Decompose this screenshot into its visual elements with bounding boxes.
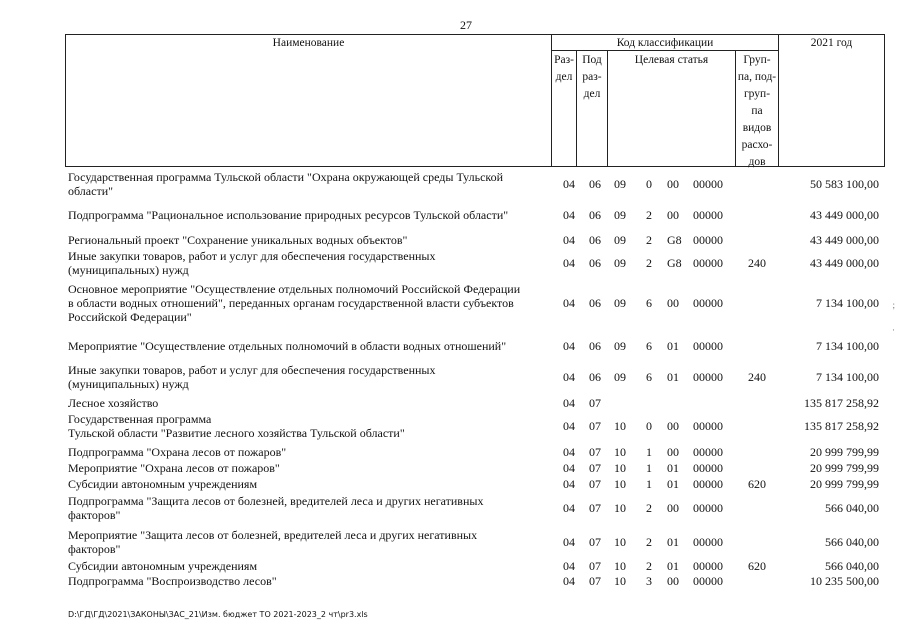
row-code-pr: 07 xyxy=(589,477,601,491)
header-name: Наименование xyxy=(272,37,345,49)
row-code-vr: 620 xyxy=(748,477,766,491)
row-code-pr: 07 xyxy=(589,535,601,549)
row-code-d: 00000 xyxy=(693,559,723,573)
row-name-line: Мероприятие "Защита лесов от болезней, вредителей леса и других негативных xyxy=(68,528,478,542)
row-name-line: факторов" xyxy=(68,508,121,522)
row-code-pr: 07 xyxy=(589,574,601,588)
row-code-rz: 04 xyxy=(563,535,575,549)
row-code-a: 10 xyxy=(614,535,626,549)
row-code-rz: 04 xyxy=(563,177,575,191)
row-code-pr: 06 xyxy=(589,208,601,222)
row-code-vr: 620 xyxy=(748,559,766,573)
row-amount: 566 040,00 xyxy=(825,559,879,573)
row-code-rz: 04 xyxy=(563,445,575,459)
row-code-c: 00 xyxy=(667,419,679,433)
row-code-d: 00000 xyxy=(693,535,723,549)
row-code-pr: 07 xyxy=(589,396,601,410)
row-code-rz: 04 xyxy=(563,339,575,353)
row-code-b: 6 xyxy=(646,370,652,384)
row-code-a: 09 xyxy=(614,177,626,191)
row-code-b: 1 xyxy=(646,477,652,491)
header-celevaya: Целевая статья xyxy=(634,54,709,66)
row-code-b: 2 xyxy=(646,208,652,222)
row-code-a: 09 xyxy=(614,370,626,384)
row-code-rz: 04 xyxy=(563,559,575,573)
row-name xyxy=(68,170,546,198)
row-code-c: 01 xyxy=(667,461,679,475)
row-name xyxy=(68,494,546,522)
row-code-d: 00000 xyxy=(693,445,723,459)
row-name xyxy=(68,574,546,588)
row-code-c: 00 xyxy=(667,296,679,310)
row-amount: 50 583 100,00 xyxy=(810,177,879,191)
row-code-pr: 06 xyxy=(589,339,601,353)
header-col-line xyxy=(778,34,779,167)
row-name-line: Мероприятие "Охрана лесов от пожаров" xyxy=(68,461,280,475)
row-code-rz: 04 xyxy=(563,233,575,247)
row-name-line: Иные закупки товаров, работ и услуг для обеспечения государственных xyxy=(68,363,436,377)
row-amount: 10 235 500,00 xyxy=(810,574,879,588)
row-amount: 43 449 000,00 xyxy=(810,208,879,222)
row-code-b: 2 xyxy=(646,256,652,270)
row-name-line: факторов" xyxy=(68,542,121,556)
row-code-pr: 07 xyxy=(589,461,601,475)
row-name-line: (муниципальных) нужд xyxy=(68,263,189,277)
row-name xyxy=(68,339,546,353)
row-code-b: 6 xyxy=(646,339,652,353)
row-code-pr: 07 xyxy=(589,501,601,515)
row-code-d: 00000 xyxy=(693,461,723,475)
row-name xyxy=(68,528,546,556)
row-code-b: 6 xyxy=(646,296,652,310)
row-code-b: 1 xyxy=(646,461,652,475)
row-code-a: 10 xyxy=(614,501,626,515)
row-code-c: 01 xyxy=(667,559,679,573)
row-code-d: 00000 xyxy=(693,419,723,433)
row-amount: 43 449 000,00 xyxy=(810,256,879,270)
header-podrazdel: Под раз- дел xyxy=(582,54,602,100)
row-amount: 20 999 799,99 xyxy=(810,445,879,459)
row-name xyxy=(68,282,546,324)
row-code-rz: 04 xyxy=(563,461,575,475)
row-code-c: G8 xyxy=(667,256,682,270)
row-name xyxy=(68,363,546,391)
margin-mark: ; xyxy=(892,300,895,310)
row-code-b: 1 xyxy=(646,445,652,459)
row-name xyxy=(68,412,546,440)
row-name-line: Государственная программа Тульской области "Охрана окружающей среды Тульской xyxy=(68,170,504,184)
row-code-a: 10 xyxy=(614,559,626,573)
row-code-b: 2 xyxy=(646,559,652,573)
row-code-d: 00000 xyxy=(693,370,723,384)
row-code-pr: 07 xyxy=(589,419,601,433)
row-code-d: 00000 xyxy=(693,501,723,515)
row-amount: 7 134 100,00 xyxy=(816,339,879,353)
row-code-d: 00000 xyxy=(693,339,723,353)
row-name-line: Тульской области "Развитие лесного хозяйства Тульской области" xyxy=(68,426,405,440)
row-code-d: 00000 xyxy=(693,177,723,191)
header-code: Код классификации xyxy=(616,37,714,49)
row-name-line: Подпрограмма "Рациональное использование природных ресурсов Тульской области" xyxy=(68,208,509,222)
row-code-c: 00 xyxy=(667,208,679,222)
row-code-pr: 06 xyxy=(589,177,601,191)
row-code-pr: 06 xyxy=(589,233,601,247)
row-name xyxy=(68,396,546,410)
row-code-c: G8 xyxy=(667,233,682,247)
row-code-rz: 04 xyxy=(563,296,575,310)
row-name-line: Иные закупки товаров, работ и услуг для обеспечения государственных xyxy=(68,249,436,263)
row-amount: 20 999 799,99 xyxy=(810,461,879,475)
row-code-pr: 06 xyxy=(589,256,601,270)
page-number: 27 xyxy=(460,18,472,32)
row-name-line: Лесное хозяйство xyxy=(68,396,159,410)
row-name-line: Государственная программа xyxy=(68,412,212,426)
row-code-b: 0 xyxy=(646,419,652,433)
row-code-b: 2 xyxy=(646,501,652,515)
row-code-rz: 04 xyxy=(563,396,575,410)
row-code-d: 00000 xyxy=(693,256,723,270)
row-amount: 43 449 000,00 xyxy=(810,233,879,247)
row-code-a: 10 xyxy=(614,419,626,433)
row-code-d: 00000 xyxy=(693,208,723,222)
row-name xyxy=(68,477,546,491)
row-code-c: 00 xyxy=(667,445,679,459)
row-code-c: 01 xyxy=(667,370,679,384)
row-code-rz: 04 xyxy=(563,370,575,384)
row-code-c: 00 xyxy=(667,501,679,515)
row-code-d: 00000 xyxy=(693,233,723,247)
row-code-d: 00000 xyxy=(693,574,723,588)
row-code-rz: 04 xyxy=(563,256,575,270)
row-code-rz: 04 xyxy=(563,574,575,588)
row-code-a: 09 xyxy=(614,233,626,247)
row-code-b: 2 xyxy=(646,233,652,247)
row-code-c: 01 xyxy=(667,339,679,353)
row-code-a: 10 xyxy=(614,445,626,459)
row-amount: 566 040,00 xyxy=(825,535,879,549)
row-code-a: 09 xyxy=(614,256,626,270)
row-name-line: Субсидии автономным учреждениям xyxy=(68,559,258,573)
row-code-a: 09 xyxy=(614,296,626,310)
row-amount: 7 134 100,00 xyxy=(816,296,879,310)
header-razdel: Раз- дел xyxy=(554,54,574,83)
row-code-pr: 07 xyxy=(589,559,601,573)
row-name xyxy=(68,208,546,222)
row-code-rz: 04 xyxy=(563,419,575,433)
row-code-c: 00 xyxy=(667,574,679,588)
row-code-a: 09 xyxy=(614,208,626,222)
row-name-line: Подпрограмма "Воспроизводство лесов" xyxy=(68,574,277,588)
row-code-pr: 06 xyxy=(589,296,601,310)
header-year: 2021 год xyxy=(810,37,853,49)
row-amount: 7 134 100,00 xyxy=(816,370,879,384)
row-code-a: 10 xyxy=(614,461,626,475)
file-path-footer: D:\ГД\ГД\2021\ЗАКОНЫ\ЗАС_21\Изм. бюджет ТО 2021-2023_2 чт\pr3.xls xyxy=(68,610,368,619)
header-gruppa: Груп- па, под- груп- па видов расхо- дов xyxy=(737,54,777,168)
row-amount: 135 817 258,92 xyxy=(804,396,879,410)
row-name xyxy=(68,233,546,247)
row-name xyxy=(68,445,546,459)
row-code-b: 0 xyxy=(646,177,652,191)
row-name-line: (муниципальных) нужд xyxy=(68,377,189,391)
row-name-line: области" xyxy=(68,184,114,198)
row-name-line: Подпрограмма "Защита лесов от болезней, вредителей леса и других негативных xyxy=(68,494,484,508)
row-name-line: Региональный проект "Сохранение уникальных водных объектов" xyxy=(68,233,408,247)
row-code-b: 3 xyxy=(646,574,652,588)
row-name xyxy=(68,461,546,475)
row-code-c: 00 xyxy=(667,177,679,191)
row-code-pr: 07 xyxy=(589,445,601,459)
row-code-c: 01 xyxy=(667,535,679,549)
row-code-pr: 06 xyxy=(589,370,601,384)
row-code-b: 2 xyxy=(646,535,652,549)
row-code-rz: 04 xyxy=(563,501,575,515)
row-name-line: в области водных отношений", переданных органам государственной власти субъектов xyxy=(68,296,514,310)
row-name-line: Субсидии автономным учреждениям xyxy=(68,477,258,491)
row-code-d: 00000 xyxy=(693,477,723,491)
row-amount: 20 999 799,99 xyxy=(810,477,879,491)
row-name-line: Мероприятие "Осуществление отдельных полномочий в области водных отношений" xyxy=(68,339,507,353)
row-amount: 135 817 258,92 xyxy=(804,419,879,433)
row-amount: 566 040,00 xyxy=(825,501,879,515)
margin-mark: · xyxy=(892,325,895,335)
row-name-line: Основное мероприятие "Осуществление отдельных полномочий Российской Федерации xyxy=(68,282,521,296)
row-code-a: 10 xyxy=(614,477,626,491)
row-name-line: Подпрограмма "Охрана лесов от пожаров" xyxy=(68,445,287,459)
row-code-vr: 240 xyxy=(748,256,766,270)
row-code-rz: 04 xyxy=(563,477,575,491)
row-code-a: 09 xyxy=(614,339,626,353)
row-code-d: 00000 xyxy=(693,296,723,310)
row-name xyxy=(68,249,546,277)
row-code-rz: 04 xyxy=(563,208,575,222)
row-name xyxy=(68,559,546,573)
row-code-vr: 240 xyxy=(748,370,766,384)
row-name-line: Российской Федерации" xyxy=(68,310,192,324)
row-code-a: 10 xyxy=(614,574,626,588)
row-code-c: 01 xyxy=(667,477,679,491)
